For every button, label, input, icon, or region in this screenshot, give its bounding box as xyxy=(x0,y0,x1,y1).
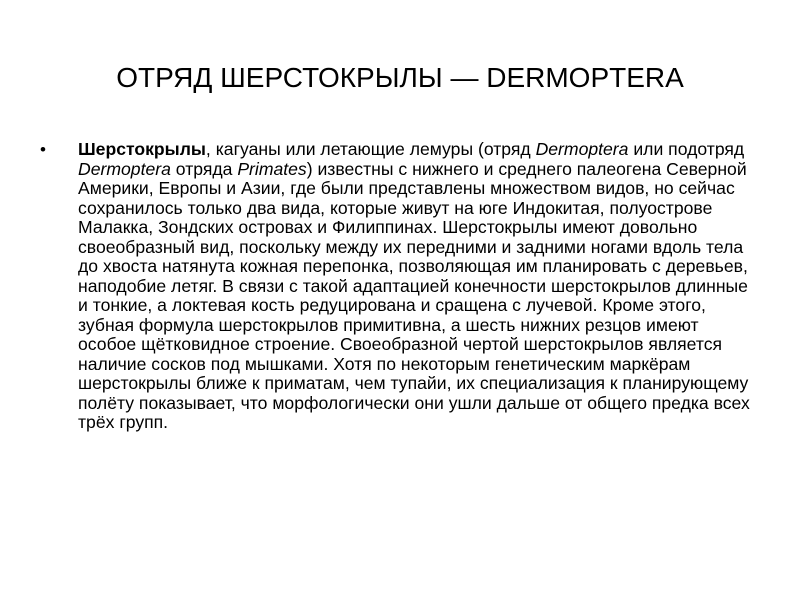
text-segment: отряда xyxy=(170,158,238,179)
bullet-list xyxy=(40,140,760,433)
paragraph-text xyxy=(78,139,750,432)
latin-name-italic: Dermoptera xyxy=(78,158,171,179)
text-segment: , кагуаны или летающие лемуры (отряд xyxy=(205,139,536,159)
bullet-item xyxy=(40,140,760,433)
text-segment: ) известны с нижнего и среднего палеогена Северной Америки, Европы и Азии, где были представлены множеством видов, но сейчас сохранилось только два вида, которые живут на юге Индокитая, полуострове Малакка, Зондских островах и Филиппинах. Шерстокрылы имеют довольно своеобразный вид, поскольку между их передними и задними ногами вдоль тела до хвоста натянута кожная перепонка, позволяющая им планировать с деревьев, наподобие летяг. В связи с такой адаптацией конечности шерстокрылов длинные и тонкие, а локтевая кость редуцирована и сращена с лучевой. Кроме этого, зубная формула шерстокрылов примитивна, а шесть нижних резцов имеют особое щётковидное строение. Своеобразной чертой шерстокрылов является наличие сосков под мышками. Хотя по некоторым генетическим маркёрам шерстокрылы ближе к приматам, чем тупайи, их специализация к планирующему полёту показывает, что морфологически они ушли дальше от общего предка всех трёх групп. xyxy=(78,158,750,432)
latin-name-italic: Primates xyxy=(237,158,307,179)
slide-title: ОТРЯД ШЕРСТОКРЫЛЫ — DERMOPTERA xyxy=(116,62,684,93)
term-bold: Шерстокрылы xyxy=(78,139,206,159)
text-segment: или подотряд xyxy=(628,139,745,159)
latin-name-italic: Dermoptera xyxy=(535,139,629,159)
bullet-marker: • xyxy=(40,140,46,159)
